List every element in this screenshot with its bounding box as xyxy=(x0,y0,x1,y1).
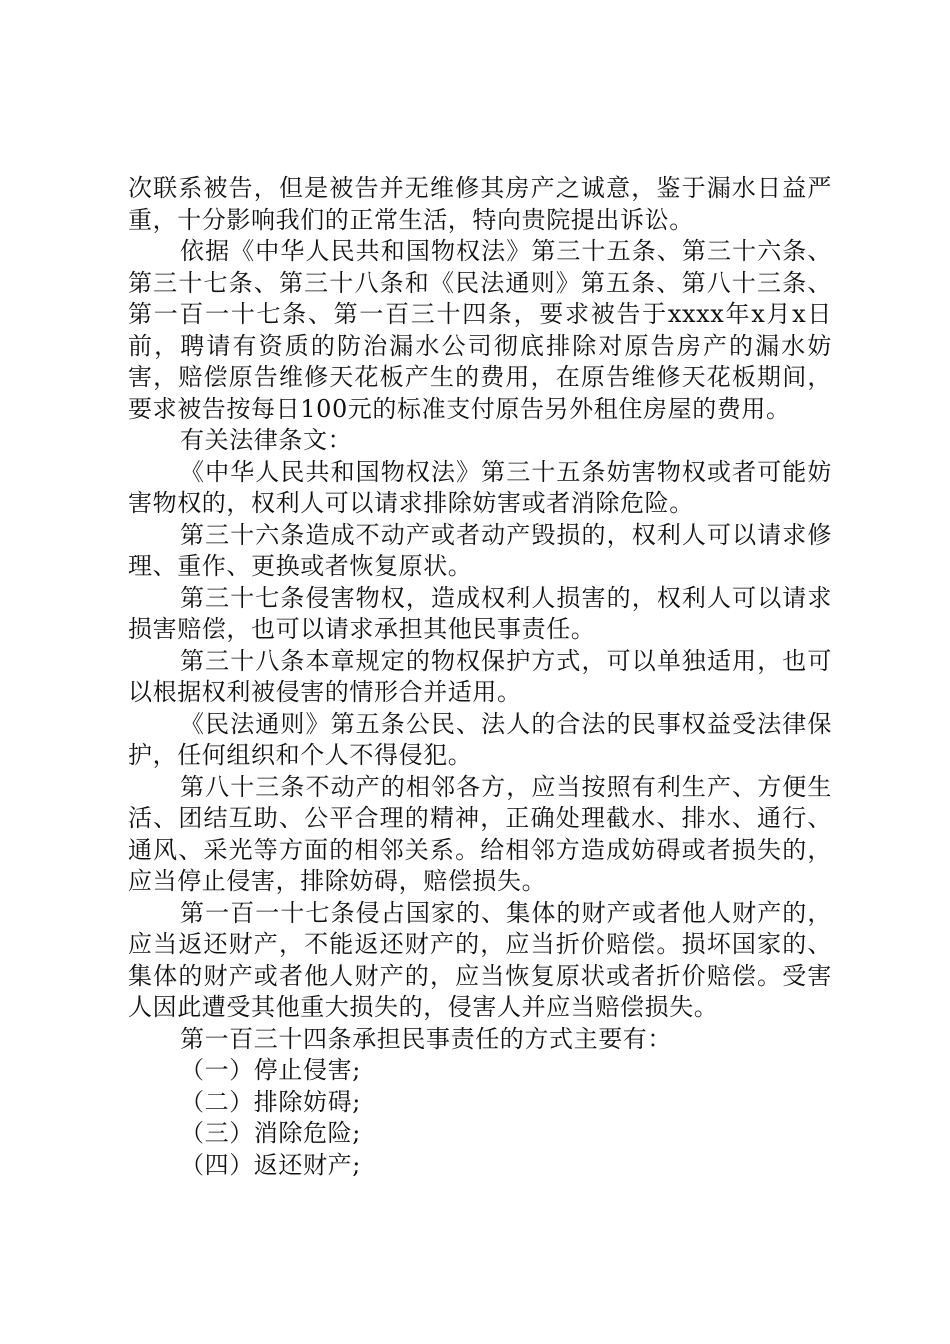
list-item: （四）返还财产; xyxy=(180,1150,361,1179)
paragraph: 依据《中华人民共和国物权法》第三十五条、第三十六条、第三十七条、第三十八条和《民法通则》第五条、第八十三条、第一百一十七条、第一百三十四条，要求被告于xxxx年x月x日前，聘请有资质的防治漏水公司彻底排除对原告房产的漏水妨害，赔偿原告维修天花板产生的费用，在原告维修天花板期间，要求被告按每日100元的标准支付原告另外租住房屋的费用。 xyxy=(128,237,832,423)
paragraph: 第三十八条本章规定的物权保护方式，可以单独适用，也可以根据权利被侵害的情形合并适用。 xyxy=(128,646,832,706)
paragraph: 《民法通则》第五条公民、法人的合法的民事权益受法律保护，任何组织和个人不得侵犯。 xyxy=(128,709,832,769)
list-item: （一）停止侵害; xyxy=(180,1056,361,1084)
paragraph: 《中华人民共和国物权法》第三十五条妨害物权或者可能妨害物权的，权利人可以请求排除妨害或者消除危险。 xyxy=(128,457,832,517)
paragraph: 次联系被告，但是被告并无维修其房产之诚意，鉴于漏水日益严重，十分影响我们的正常生活，特向贵院提出诉讼。 xyxy=(128,174,832,234)
paragraph: 有关法律条文： xyxy=(180,426,353,454)
document-body xyxy=(128,173,832,1181)
paragraph: 第三十六条造成不动产或者动产毁损的，权利人可以请求修理、重作、更换或者恢复原状。 xyxy=(128,520,832,580)
paragraph: 第一百一十七条侵占国家的、集体的财产或者他人财产的，应当返还财产，不能返还财产的，应当折价赔偿。损坏国家的、集体的财产或者他人财产的，应当恢复原状或者折价赔偿。受害人因此遭受其他重大损失的，侵害人并应当赔偿损失。 xyxy=(128,898,832,1021)
paragraph: 第八十三条不动产的相邻各方，应当按照有利生产、方便生活、团结互助、公平合理的精神，正确处理截水、排水、通行、通风、采光等方面的相邻关系。给相邻方造成妨碍或者损失的，应当停止侵害，排除妨碍，赔偿损失。 xyxy=(128,772,832,895)
list-item: （三）消除危险; xyxy=(180,1119,361,1147)
paragraph: 第一百三十四条承担民事责任的方式主要有： xyxy=(180,1024,672,1053)
list-item: （二）排除妨碍; xyxy=(180,1087,361,1116)
paragraph: 第三十七条侵害物权，造成权利人损害的，权利人可以请求损害赔偿，也可以请求承担其他民事责任。 xyxy=(128,583,832,643)
